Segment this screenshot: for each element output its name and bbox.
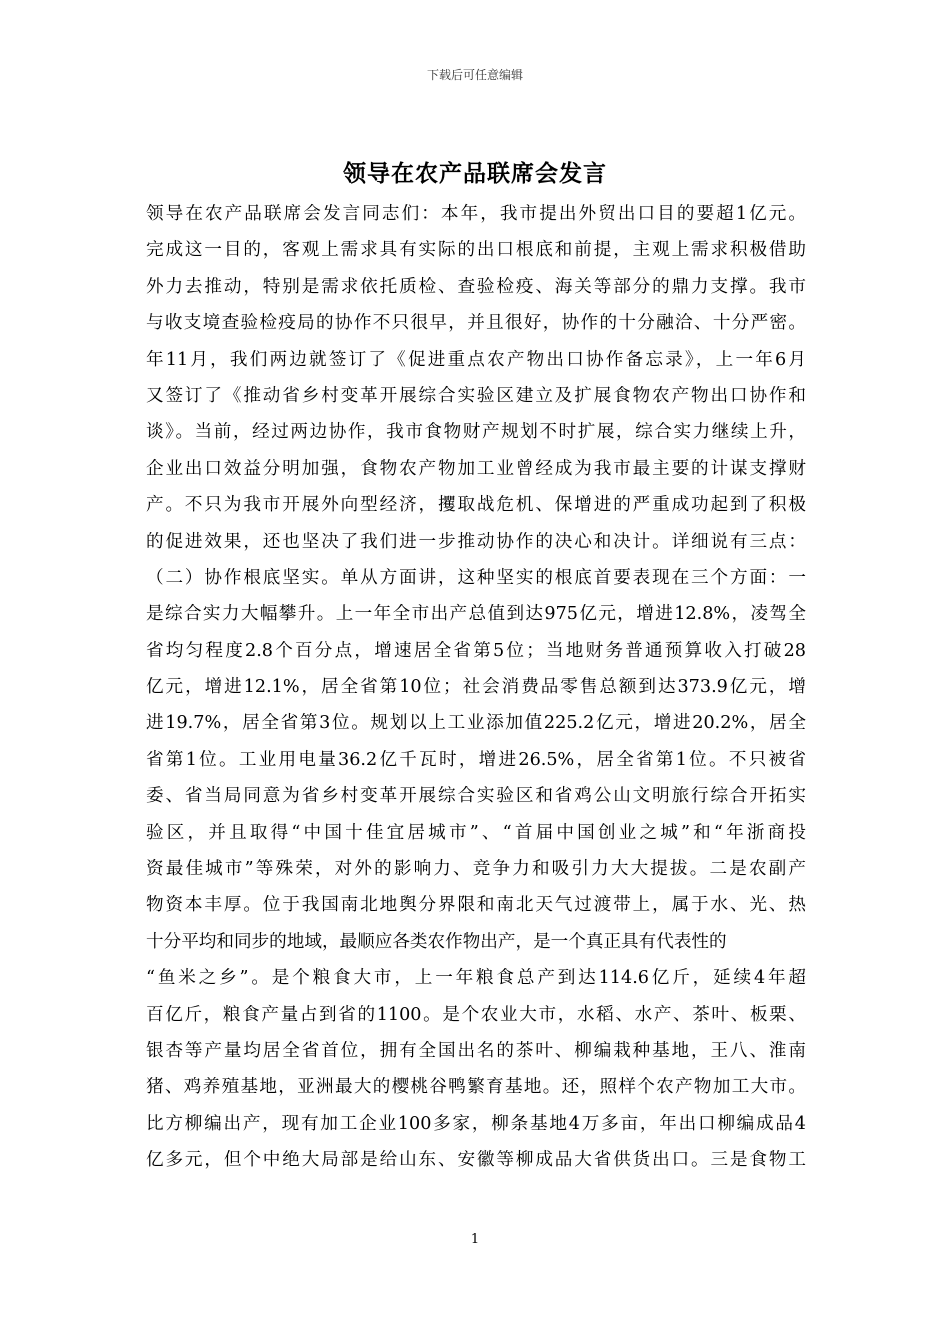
body-line: 完成这一目的，客观上需求具有实际的出口根底和前提，主观上需求积极借助 <box>146 240 806 261</box>
body-line: 领导在农产品联席会发言同志们：本年，我市提出外贸出口目的要超1亿元。 <box>146 204 806 224</box>
body-line: 委、省当局同意为省乡村变革开展综合实验区和省鸡公山文明旅行综合开拓实 <box>146 786 806 807</box>
body-line: 验区，并且取得“中国十佳宜居城市”、“首届中国创业之城”和“年浙商投 <box>146 822 806 843</box>
body-line: 资最佳城市”等殊荣，对外的影响力、竞争力和吸引力大大提拔。二是农副产 <box>146 859 806 880</box>
body-line: 的促进效果，还也坚决了我们进一步推动协作的决心和决计。详细说有三点： <box>146 531 806 552</box>
body-line: 省第1位。工业用电量36.2亿千瓦时，增进26.5%，居全省第1位。不只被省 <box>146 749 806 770</box>
body-line: “鱼米之乡”。是个粮食大市，上一年粮食总产到达114.6亿斤，延续4年超 <box>146 968 806 989</box>
body-line: 外力去推动，特别是需求依托质检、查验检疫、海关等部分的鼎力支撑。我市 <box>146 276 806 297</box>
page-number: 1 <box>470 1232 480 1247</box>
body-line: 谈》。当前，经过两边协作，我市食物财产规划不时扩展，综合实力继续上升， <box>146 422 806 443</box>
body-line: 企业出口效益分明加强，食物农产物加工业曾经成为我市最主要的计谋支撑财 <box>146 458 806 479</box>
body-line: 亿元，增进12.1%，居全省第10位；社会消费品零售总额到达373.9亿元，增 <box>146 677 806 698</box>
document-title: 领导在农产品联席会发言 <box>343 161 607 187</box>
body-line: 省均匀程度2.8个百分点，增速居全省第5位；当地财务普通预算收入打破28 <box>146 640 806 661</box>
body-line: （二）协作根底坚实。单从方面讲，这种坚实的根底首要表现在三个方面：一 <box>146 567 806 588</box>
body-line: 进19.7%，居全省第3位。规划以上工业添加值225.2亿元，增进20.2%，居全 <box>146 713 806 734</box>
body-line: 猪、鸡养殖基地，亚洲最大的樱桃谷鸭繁育基地。还，照样个农产物加工大市。 <box>146 1077 806 1098</box>
body-line: 物资本丰厚。位于我国南北地舆分界限和南北天气过渡带上，属于水、光、热 <box>146 895 806 916</box>
body-line: 与收支境查验检疫局的协作不只很早，并且很好，协作的十分融洽、十分严密。 <box>146 313 806 334</box>
body-text <box>146 196 806 1179</box>
body-line: 亿多元，但个中绝大局部是给山东、安徽等柳成品大省供货出口。三是食物工 <box>146 1150 806 1171</box>
body-line: 比方柳编出产，现有加工企业100多家，柳条基地4万多亩，年出口柳编成品4 <box>146 1113 806 1134</box>
header-note: 下载后可任意编辑 <box>426 68 523 82</box>
body-line: 银杏等产量均居全省首位，拥有全国出名的茶叶、柳编栽种基地，王八、淮南 <box>146 1040 806 1061</box>
body-line: 是综合实力大幅攀升。上一年全市出产总值到达975亿元，增进12.8%，凌驾全 <box>146 604 806 625</box>
body-line: 又签订了《推动省乡村变革开展综合实验区建立及扩展食物农产物出口协作和 <box>146 385 806 406</box>
body-line: 产。不只为我市开展外向型经济，攫取战危机、保增进的严重成功起到了积极 <box>146 495 806 516</box>
body-line: 十分平均和同步的地域，最顺应各类农作物出产，是一个真正具有代表性的 <box>146 931 727 952</box>
body-line: 年11月，我们两边就签订了《促进重点农产物出口协作备忘录》，上一年6月 <box>146 349 806 370</box>
body-line: 百亿斤，粮食产量占到省的1100。是个农业大市，水稻、水产、茶叶、板栗、 <box>146 1004 806 1025</box>
